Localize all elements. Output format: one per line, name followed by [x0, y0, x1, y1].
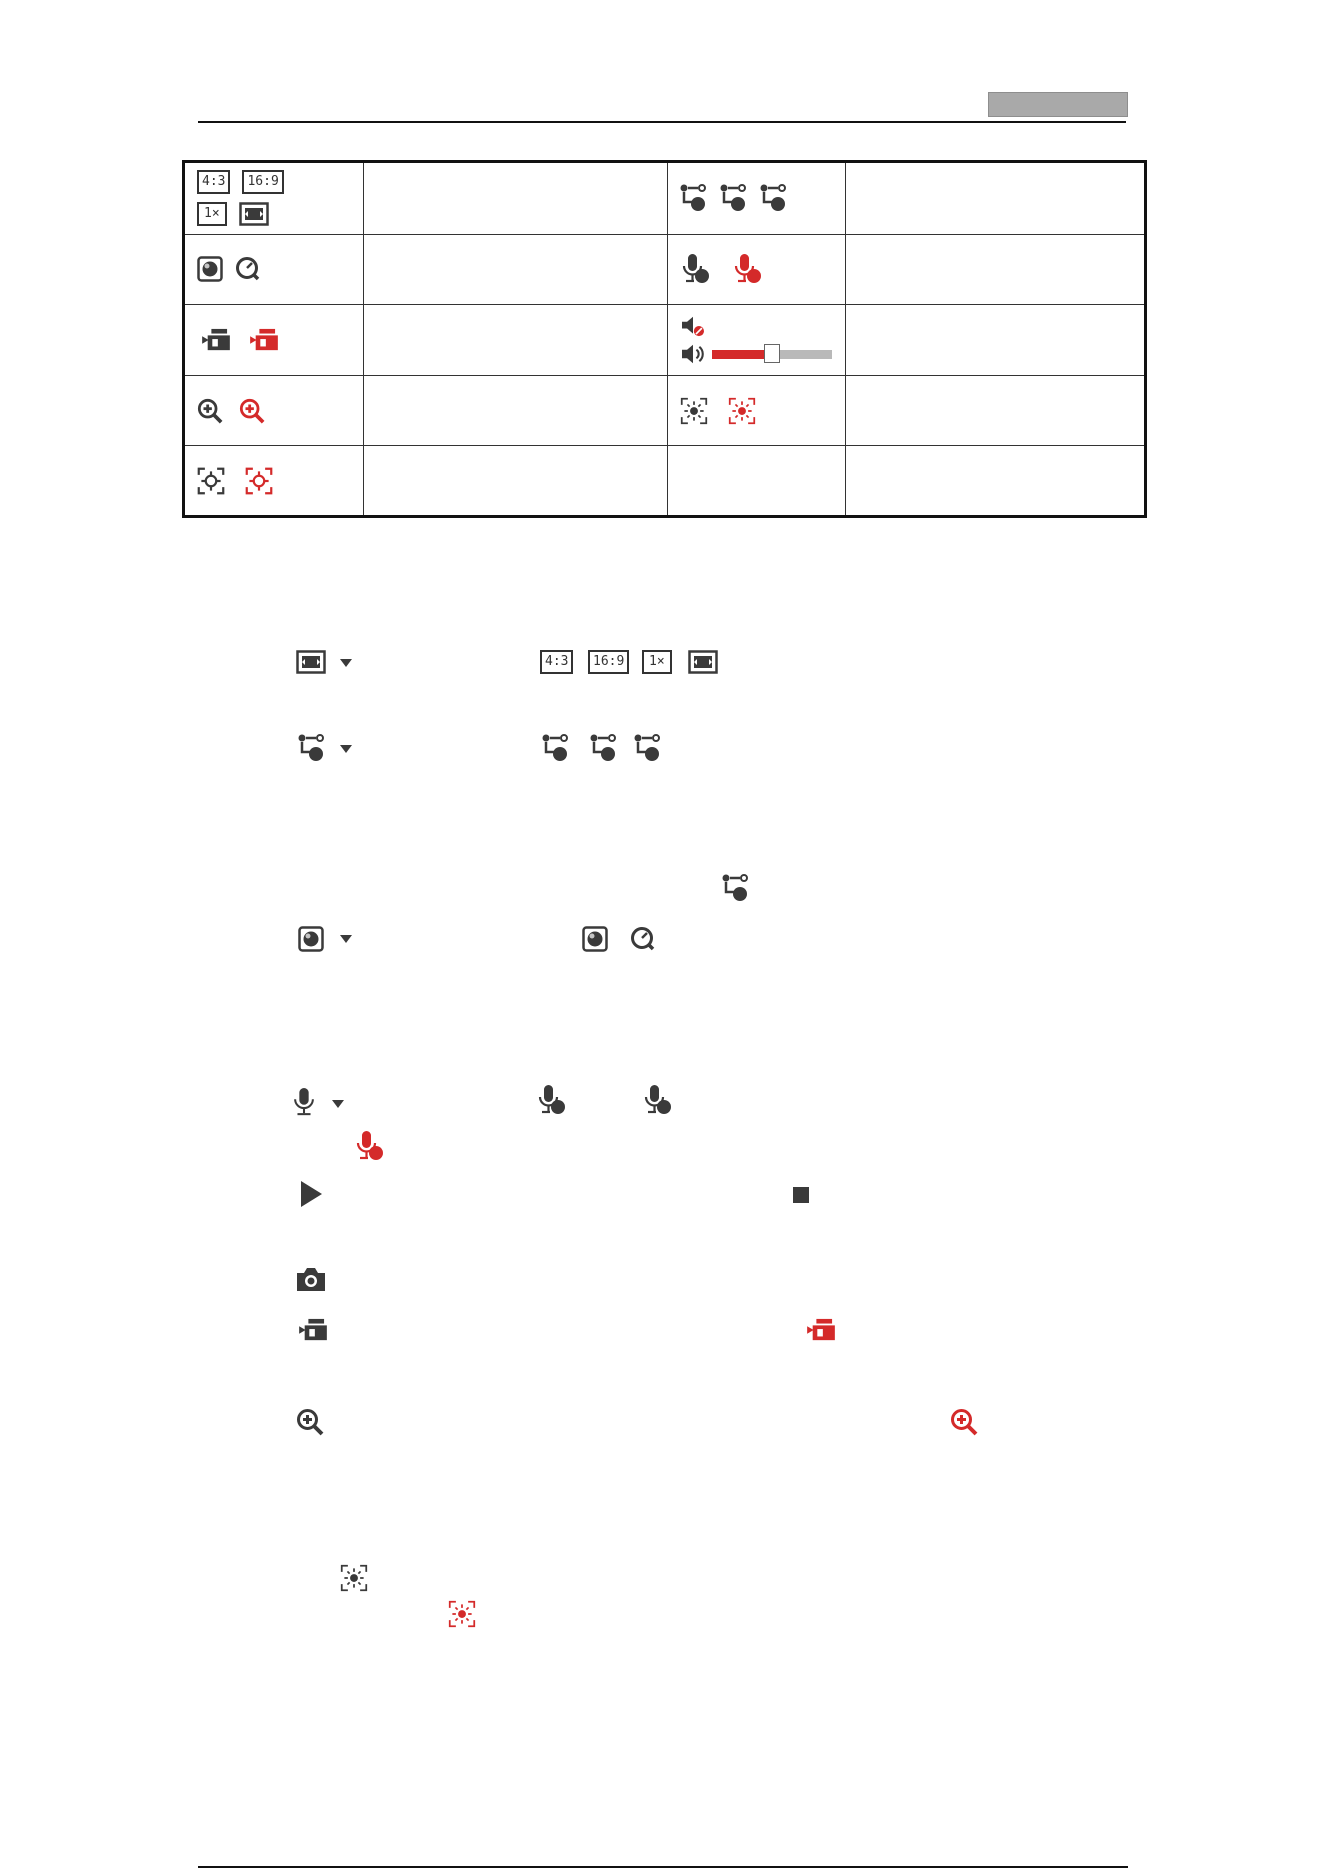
stream-2-icon[interactable]	[720, 184, 748, 212]
aspect-4-3-icon: 4:3	[540, 650, 573, 674]
defog-active-icon	[448, 1600, 476, 1628]
chevron-down-icon[interactable]	[340, 935, 352, 943]
icon-cell	[668, 162, 846, 235]
icon-cell	[668, 305, 846, 376]
table-row	[184, 162, 1146, 235]
defog-active-icon[interactable]	[728, 397, 756, 425]
focus-assist-active-icon[interactable]	[245, 467, 273, 495]
zoom-active-icon[interactable]	[239, 398, 265, 424]
table-row	[184, 305, 1146, 376]
description-cell	[846, 375, 1146, 446]
aspect-fit-icon	[688, 650, 718, 674]
mic-icon	[642, 1084, 672, 1116]
description-cell	[846, 162, 1146, 235]
stream-1-icon	[722, 874, 750, 902]
record-icon[interactable]	[298, 1318, 328, 1342]
table-row	[184, 375, 1146, 446]
stream-3-icon	[634, 734, 662, 762]
description-cell	[364, 305, 668, 376]
stream-1-icon	[542, 734, 570, 762]
header-rule	[198, 121, 1126, 123]
aspect-16-9-icon[interactable]: 16:9	[242, 170, 283, 194]
mute-icon[interactable]	[680, 315, 706, 337]
stream-3-icon[interactable]	[760, 184, 788, 212]
icon-cell	[184, 375, 364, 446]
plugin-quicktime-icon[interactable]	[235, 256, 261, 282]
aspect-original-icon[interactable]: 1×	[197, 202, 227, 226]
chevron-down-icon[interactable]	[332, 1100, 344, 1108]
mic-active-icon[interactable]	[732, 253, 762, 285]
aspect-original-icon: 1×	[642, 650, 672, 674]
focus-assist-icon[interactable]	[197, 467, 225, 495]
icon-cell	[668, 446, 846, 517]
play-icon[interactable]	[298, 1180, 324, 1208]
plugin-webcomponent-icon	[582, 926, 608, 952]
mic-icon	[536, 1084, 566, 1116]
icon-cell	[184, 162, 364, 235]
description-cell	[846, 305, 1146, 376]
aspect-4-3-icon[interactable]: 4:3	[197, 170, 230, 194]
aspect-fit-icon[interactable]	[239, 202, 269, 226]
description-cell	[364, 446, 668, 517]
description-cell	[364, 162, 668, 235]
icon-cell	[668, 234, 846, 305]
description-cell	[846, 234, 1146, 305]
defog-icon[interactable]	[680, 397, 708, 425]
record-active-icon[interactable]	[249, 328, 279, 352]
defog-icon[interactable]	[340, 1564, 368, 1592]
icon-cell	[184, 446, 364, 517]
mic-icon[interactable]	[680, 253, 710, 285]
record-active-icon	[806, 1318, 836, 1342]
footer-rule	[198, 1866, 1128, 1868]
plugin-webcomponent-icon[interactable]	[197, 256, 223, 282]
mic-icon[interactable]	[290, 1086, 318, 1118]
table-row	[184, 446, 1146, 517]
stream-1-icon[interactable]	[680, 184, 708, 212]
aspect-16-9-icon: 16:9	[588, 650, 629, 674]
camera-icon[interactable]	[296, 1266, 326, 1292]
plugin-quicktime-icon	[630, 926, 656, 952]
zoom-active-icon	[950, 1408, 978, 1436]
description-cell	[364, 234, 668, 305]
volume-slider-thumb[interactable]	[764, 344, 780, 363]
stop-icon[interactable]	[792, 1186, 810, 1204]
aspect-fit-icon[interactable]	[296, 650, 326, 674]
icon-cell	[184, 234, 364, 305]
header-tab	[988, 92, 1128, 117]
icon-cell	[668, 375, 846, 446]
volume-slider[interactable]	[712, 350, 832, 359]
chevron-down-icon[interactable]	[340, 659, 352, 667]
icon-cell	[184, 305, 364, 376]
description-cell	[364, 375, 668, 446]
zoom-icon[interactable]	[296, 1408, 324, 1436]
icon-legend-table	[182, 160, 1147, 518]
record-icon[interactable]	[201, 328, 231, 352]
description-cell	[846, 446, 1146, 517]
volume-slider-fill	[712, 350, 772, 359]
mic-active-icon	[354, 1130, 384, 1162]
plugin-webcomponent-icon[interactable]	[298, 926, 324, 952]
stream-2-icon	[590, 734, 618, 762]
stream-1-icon[interactable]	[298, 734, 326, 762]
chevron-down-icon[interactable]	[340, 745, 352, 753]
zoom-icon[interactable]	[197, 398, 223, 424]
table-row	[184, 234, 1146, 305]
volume-icon[interactable]	[680, 343, 706, 365]
